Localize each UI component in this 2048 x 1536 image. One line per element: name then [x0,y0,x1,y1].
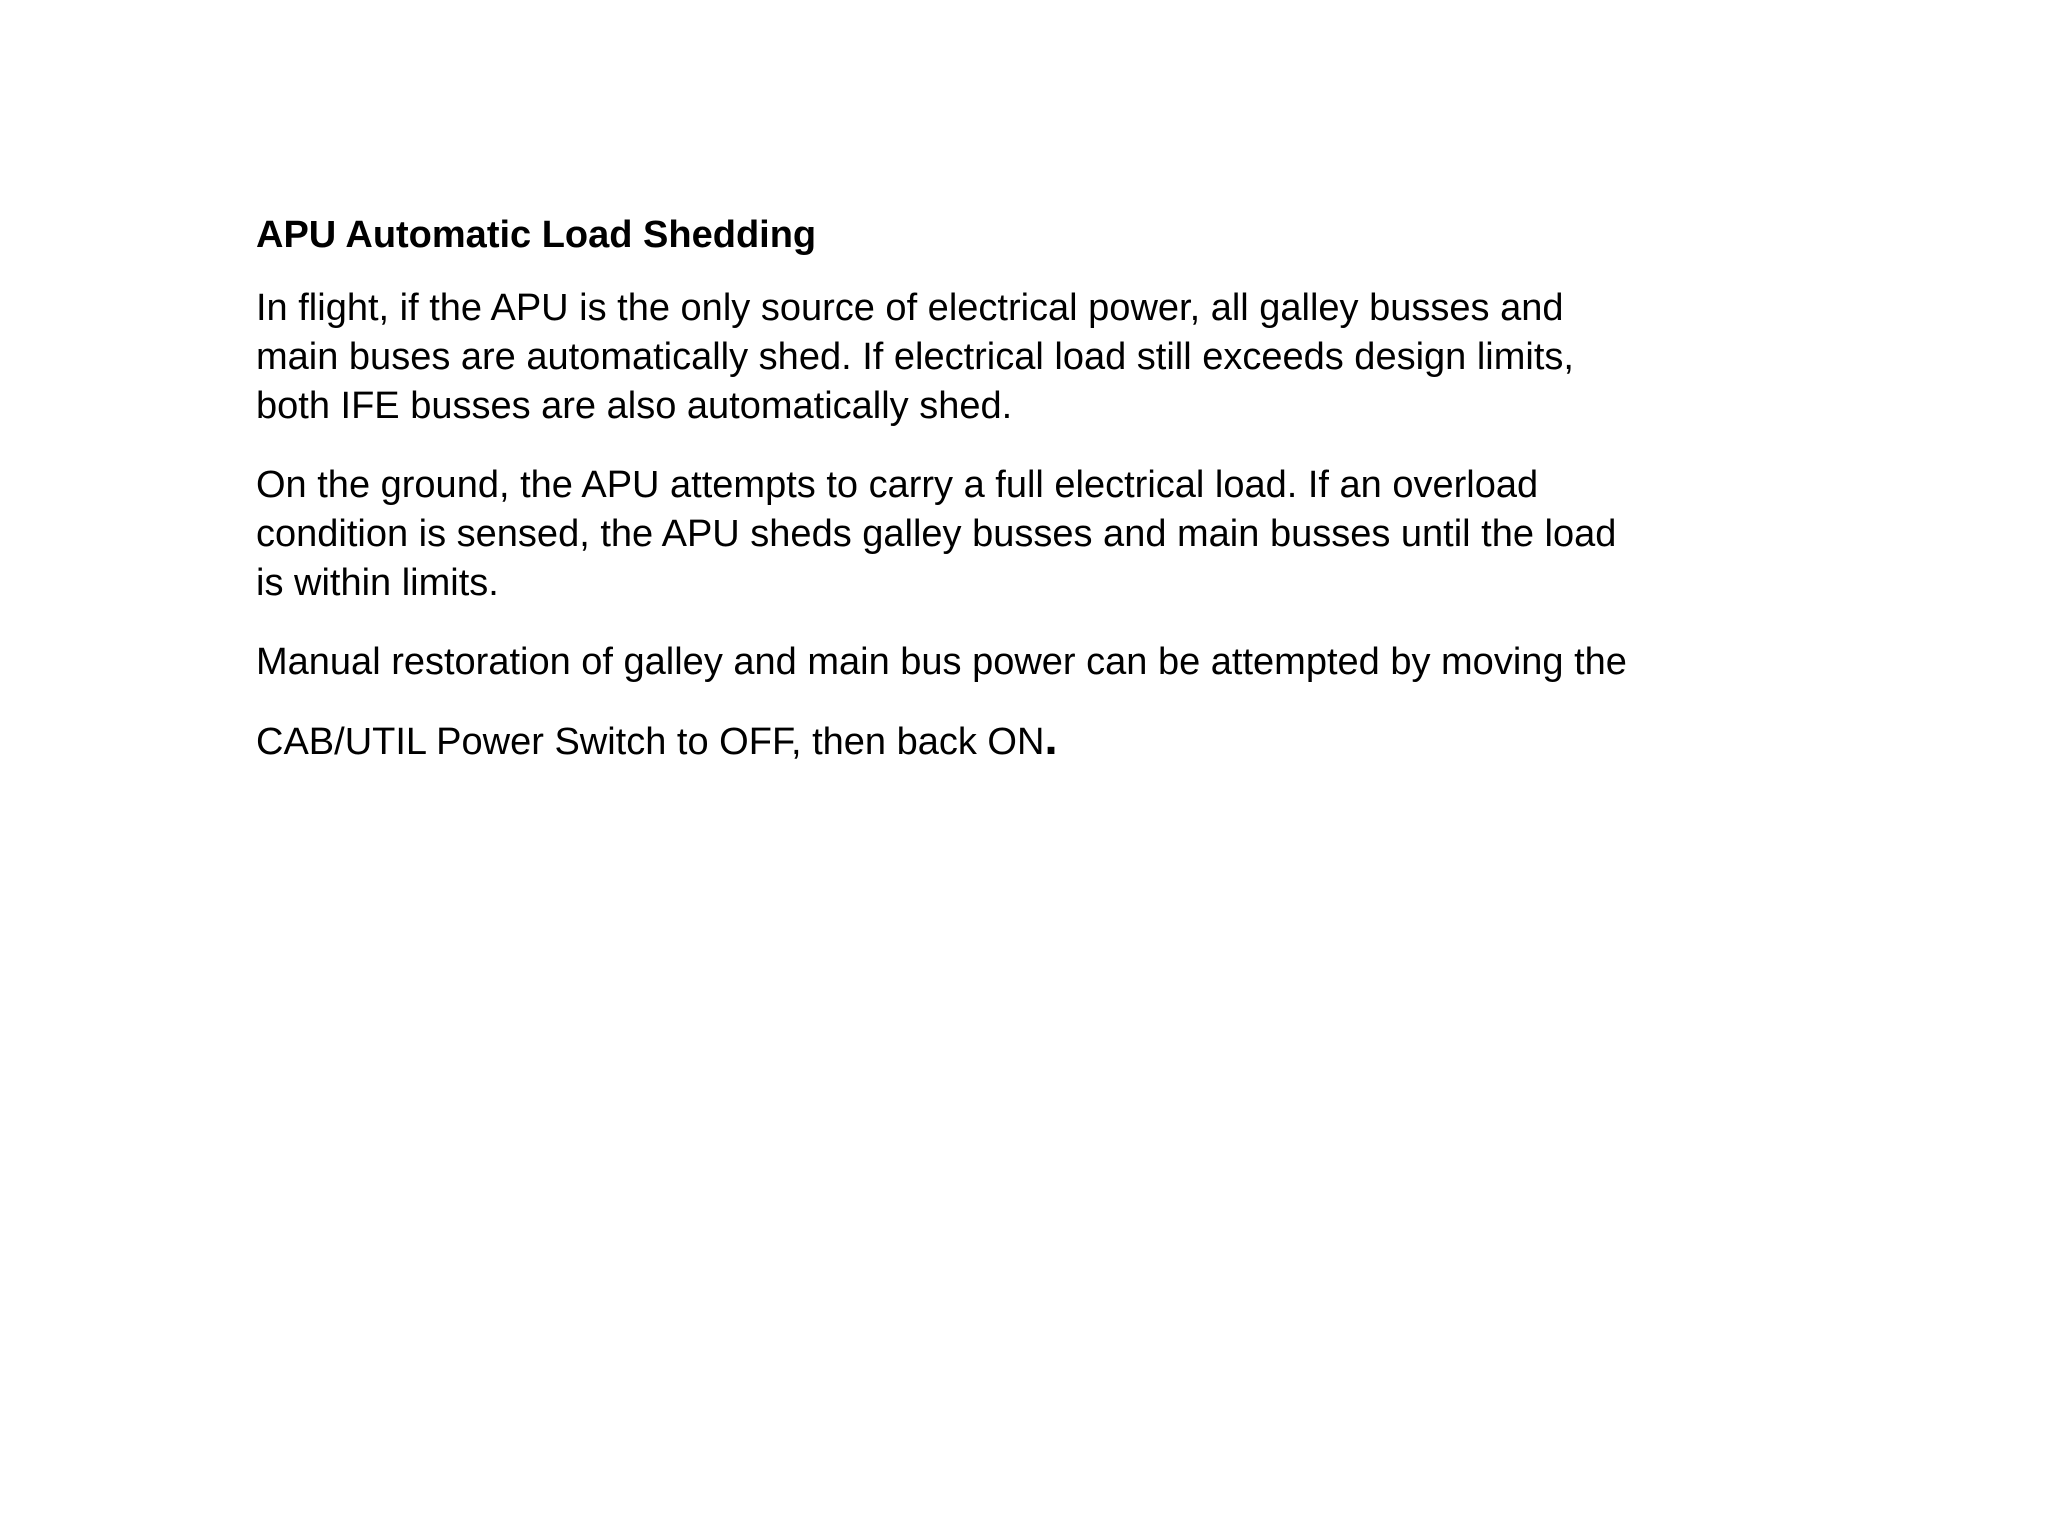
document-body [256,210,1816,767]
paragraph-in-flight [256,284,1816,431]
paragraph-line: In flight, if the APU is the only source of electrical power, all galley busses and [256,287,1564,329]
section-heading: APU Automatic Load Shedding [256,214,817,256]
paragraph-line: condition is sensed, the APU sheds galley busses and main busses until the load [256,513,1617,555]
paragraph-line-text: CAB/UTIL Power Switch to OFF, then back ON [256,721,1045,763]
paragraph-line: both IFE busses are also automatically shed. [256,385,1013,427]
paragraph-line: On the ground, the APU attempts to carry a full electrical load. If an overload [256,464,1539,506]
paragraph-line: Manual restoration of galley and main bus power can be attempted by moving the [256,641,1627,683]
paragraph-on-ground [256,461,1816,608]
paragraph-line: main buses are automatically shed. If electrical load still exceeds design limits, [256,336,1574,378]
paragraph-line: is within limits. [256,562,499,604]
paragraph-manual-restoration [256,638,1816,767]
paragraph-line-final [256,712,1816,767]
end-period: . [1044,712,1058,765]
